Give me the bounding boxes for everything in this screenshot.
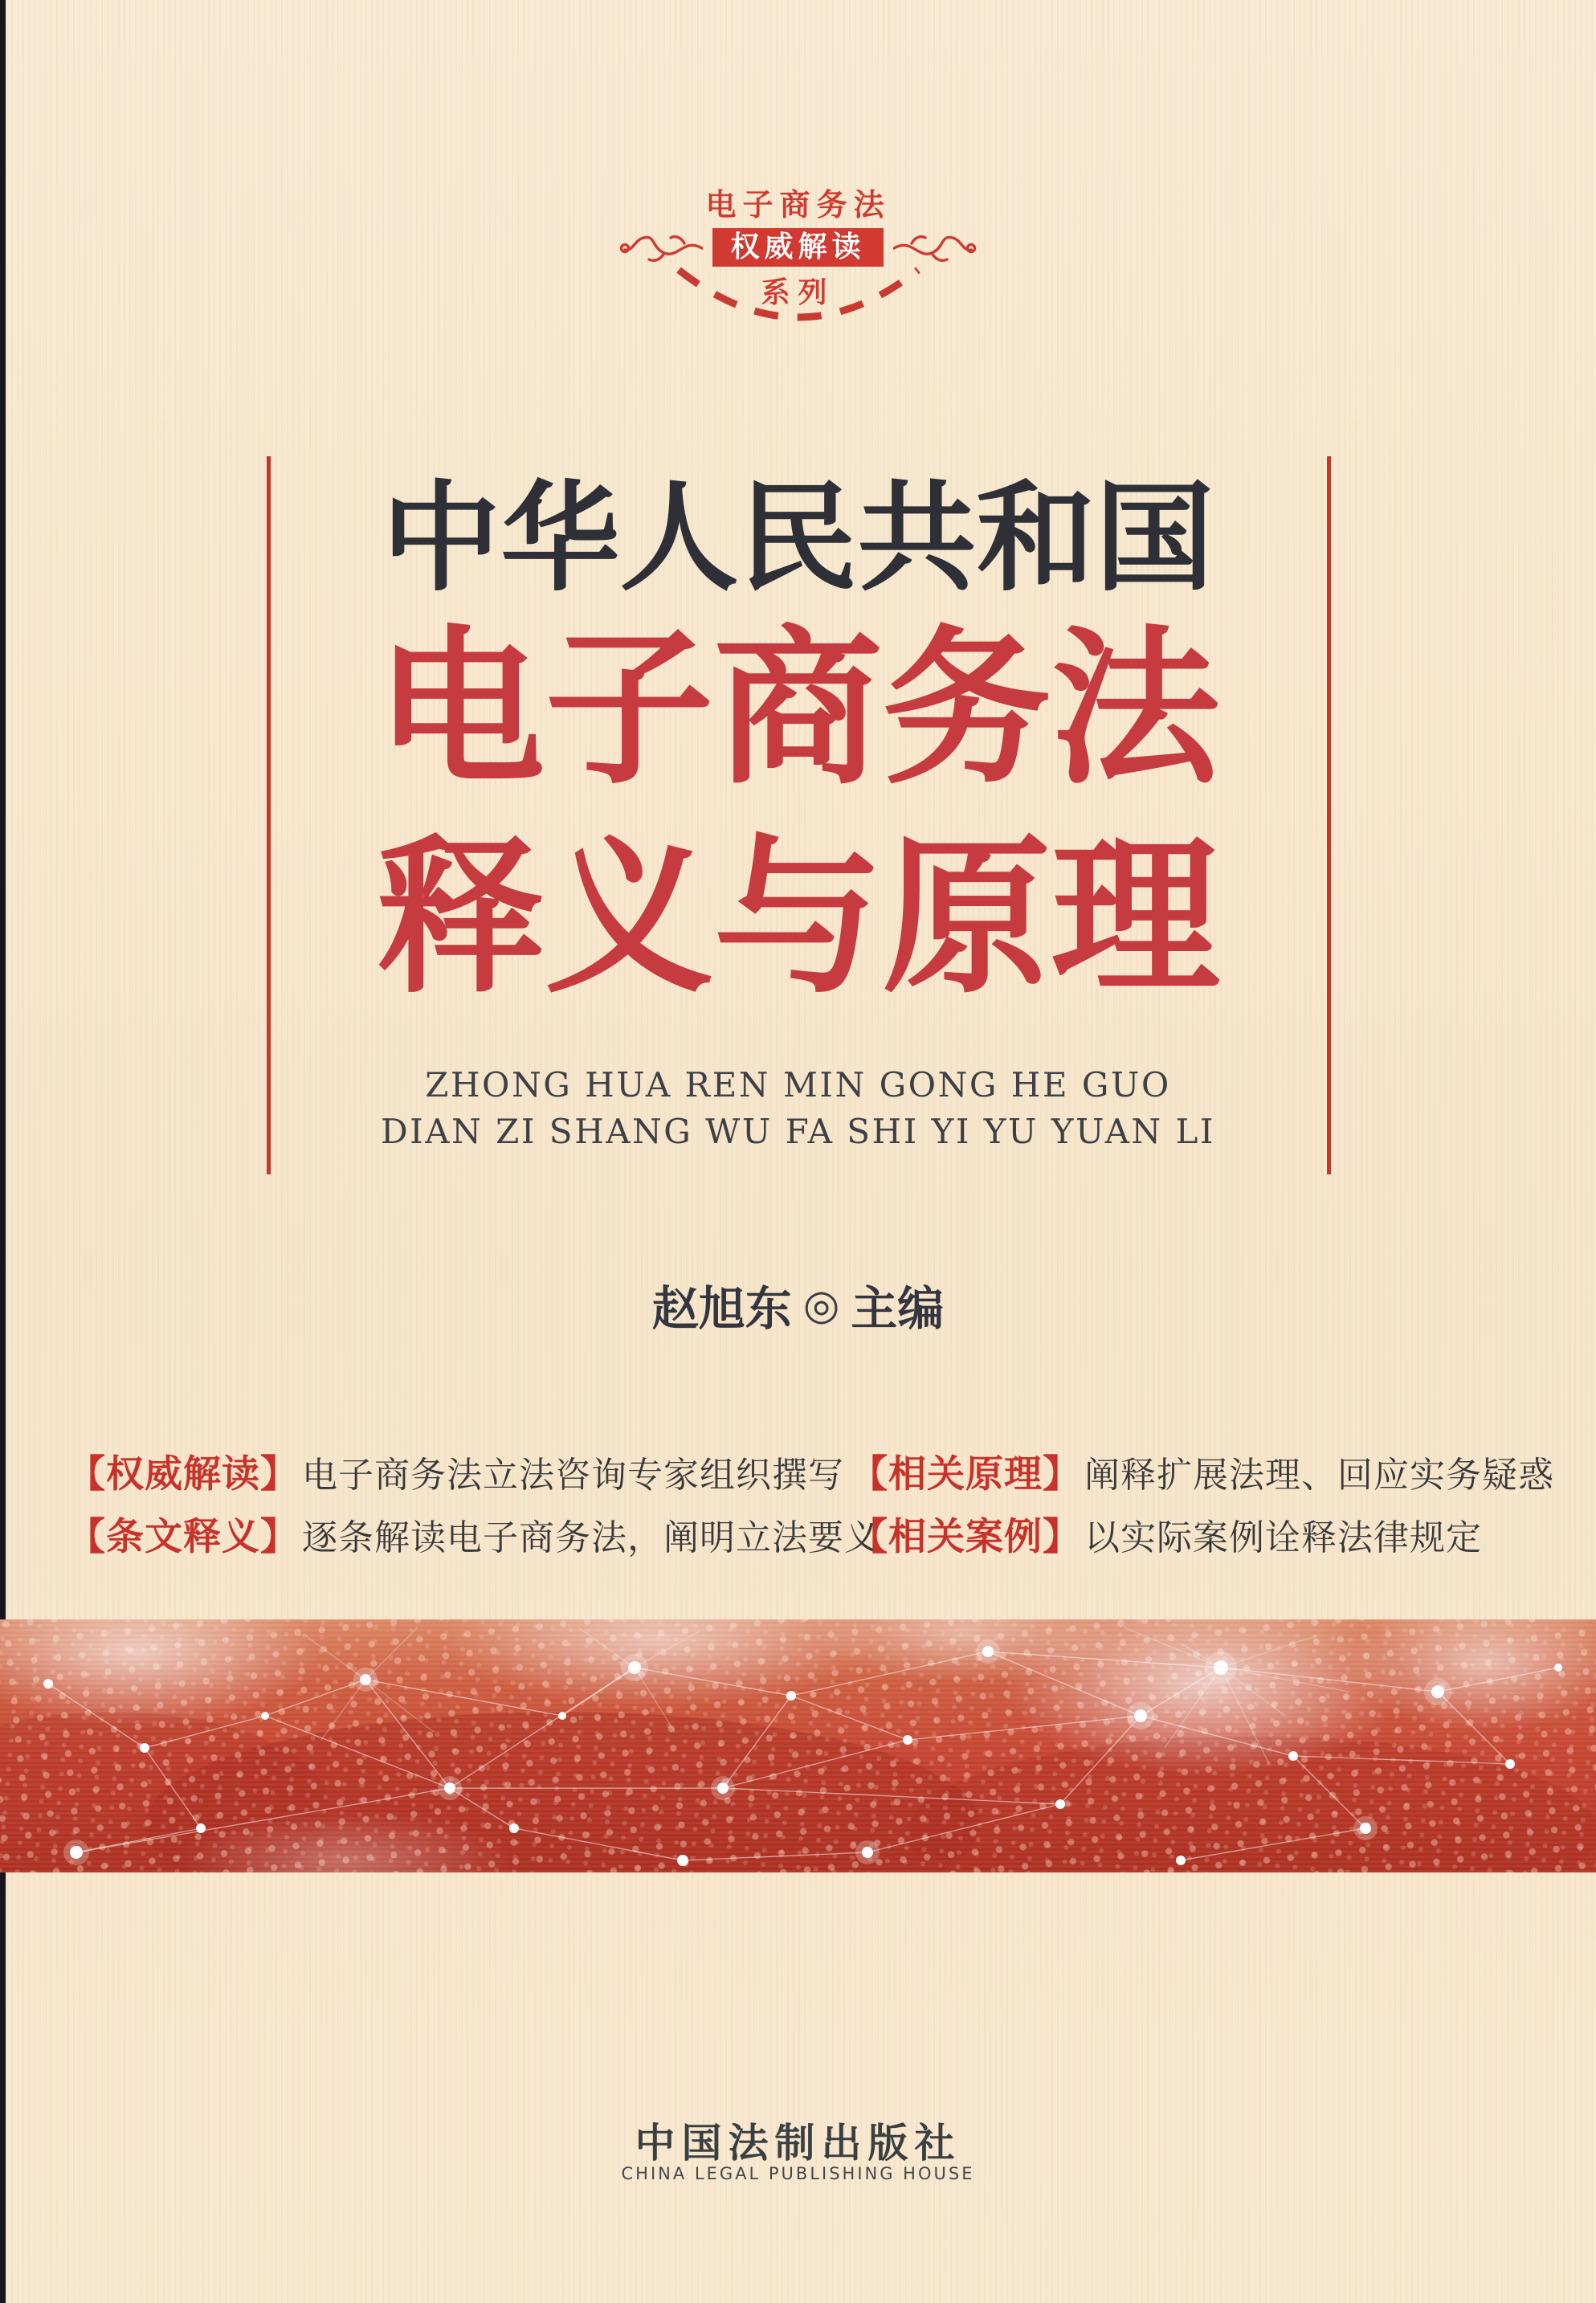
scan-edge-strip <box>0 0 6 2303</box>
series-badge <box>0 186 1596 333</box>
feature-text: 逐条解读电子商务法，阐明立法要义 <box>302 1517 880 1558</box>
feature-authoritative <box>67 1444 844 1498</box>
bullseye-icon: ◎ <box>802 1280 840 1329</box>
title-law: 电子商务法 <box>376 609 1220 807</box>
feature-cases <box>850 1507 1482 1561</box>
title-subject: 释义与原理 <box>376 818 1220 1016</box>
series-suffix-arc <box>666 267 931 333</box>
pinyin-line-1: ZHONG HUA REN MIN GONG HE GUO <box>425 1065 1171 1105</box>
feature-principles <box>850 1444 1554 1498</box>
author-name: 赵旭东 <box>651 1281 792 1336</box>
feature-text: 电子商务法立法咨询专家组织撰写 <box>302 1455 844 1496</box>
series-title: 电子商务法 <box>705 186 891 223</box>
publisher-name-cn: 中国法制出版社 <box>635 2120 961 2166</box>
author-role: 主编 <box>851 1281 945 1336</box>
network-band-image <box>0 1619 1596 1872</box>
pinyin-line-2: DIAN ZI SHANG WU FA SHI YI YU YUAN LI <box>380 1112 1216 1151</box>
band-texture <box>0 1619 1596 1872</box>
badge-box-label: 权威解读 <box>712 228 883 267</box>
flourish-right-icon <box>893 230 978 265</box>
author-line <box>0 1271 1596 1338</box>
feature-articles <box>67 1507 880 1561</box>
title-country: 中华人民共和国 <box>382 468 1214 607</box>
flourish-left-icon <box>618 230 703 265</box>
feature-text: 阐释扩展法理、回应实务疑惑 <box>1084 1455 1554 1496</box>
feature-tag: 【相关案例】 <box>850 1515 1081 1559</box>
publisher-name-en: CHINA LEGAL PUBLISHING HOUSE <box>621 2164 975 2183</box>
feature-text: 以实际案例诠释法律规定 <box>1084 1517 1482 1558</box>
series-suffix: 系列 <box>761 276 835 309</box>
feature-tag: 【相关原理】 <box>850 1452 1081 1497</box>
feature-tag: 【权威解读】 <box>67 1452 299 1497</box>
feature-tag: 【条文释义】 <box>67 1515 299 1559</box>
